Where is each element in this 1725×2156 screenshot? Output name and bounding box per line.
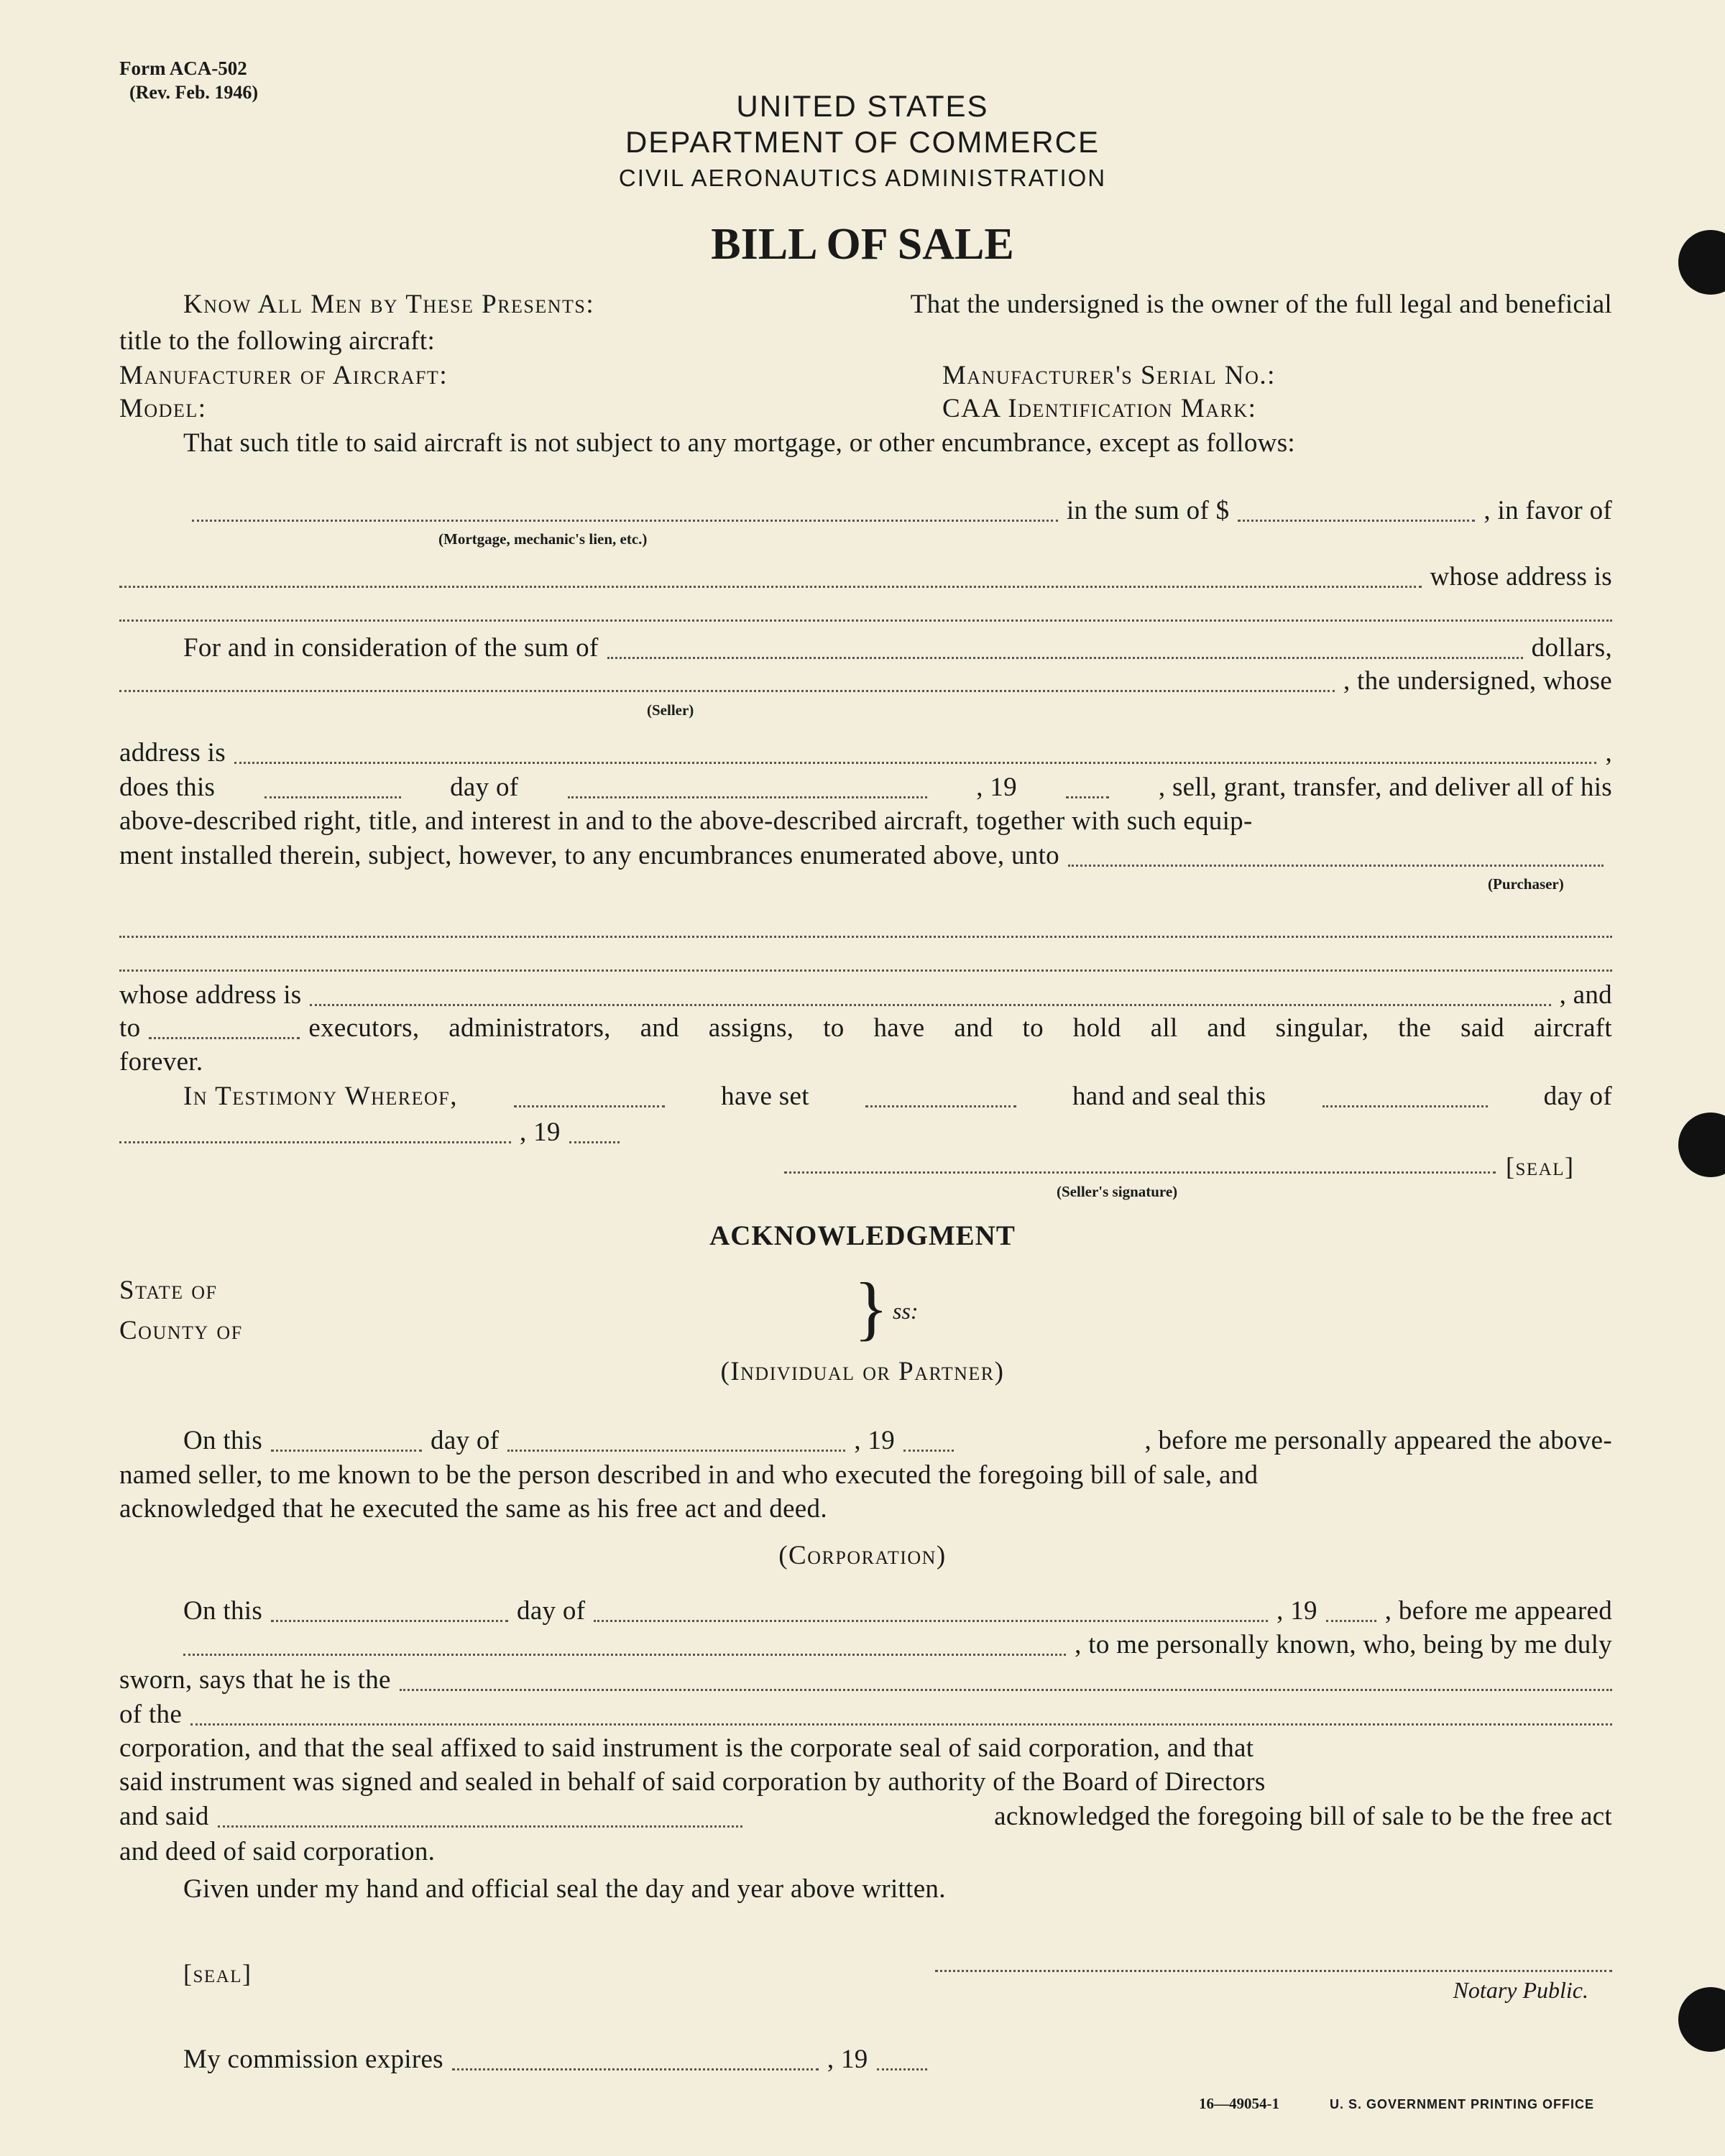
intro-lead: Know All Men by These Presents: [183,290,595,319]
dollars-label: dollars, [1531,633,1612,663]
model-label: Model: [119,394,207,423]
indiv-year-field[interactable] [903,1428,954,1452]
to-label: to [119,1013,141,1043]
encumbrance-text: That such title to said aircraft is not subject to any mortgage, or other encumbrance, except as follows: [183,428,1295,458]
body-text: Given under my hand and official seal the day and year above written. [183,1874,946,1904]
seller-caption: (Seller) [647,701,694,719]
sale-month-field[interactable] [568,775,927,798]
county-label: County of [119,1316,243,1345]
sell-grant-text: , sell, grant, transfer, and deliver all of his [1158,773,1612,802]
year-prefix: , 19 [854,1426,896,1455]
body-text: acknowledged that he executed the same as his free act and deed. [119,1494,827,1524]
corp-month-field[interactable] [594,1598,1268,1622]
seller-address-field[interactable] [234,740,1597,764]
favor-label: , in favor of [1484,496,1612,525]
state-label: State of [119,1276,218,1305]
brace-icon: } [854,1268,888,1348]
consideration-amount-field[interactable] [607,635,1523,659]
body-text: above-described right, title, and interest in and to the above-described aircraft, together with such equip- [119,806,1253,836]
caa-mark-label: CAA Identification Mark: [942,394,1257,423]
address-label: whose address is [1430,562,1612,591]
purchaser-caption: (Purchaser) [1488,875,1564,893]
corporation-name-field[interactable] [190,1702,1612,1726]
sum-label: in the sum of $ [1066,496,1230,525]
and-label: , and [1559,980,1612,1010]
on-this-label: On this [183,1596,263,1626]
print-code: 16—49054-1 [1199,2095,1279,2112]
purchaser-field-2[interactable] [119,936,1612,938]
signature-caption: (Seller's signature) [1057,1183,1178,1200]
undersigned-label: , the undersigned, whose [1343,666,1612,696]
seller-field[interactable] [119,668,1335,692]
individual-heading: (Individual or Partner) [720,1357,1005,1386]
testimony-pronoun-field[interactable] [865,1084,1016,1107]
year-prefix: , 19 [827,2045,868,2074]
lienholder-field[interactable] [119,564,1422,588]
day-of-label: day of [450,773,519,802]
purchaser-address-field[interactable] [310,982,1550,1006]
form-number: Form ACA-502 [119,57,247,79]
body-text: named seller, to me known to be the person described in and who executed the foregoing bill of sale, and [119,1460,1259,1490]
day-of-label: day of [1543,1082,1612,1111]
day-of-label: day of [517,1596,586,1626]
body-text: of the [119,1700,183,1729]
purchaser-field-3[interactable] [119,969,1612,972]
form-revision: (Rev. Feb. 1946) [129,82,259,103]
manufacturer-label: Manufacturer of Aircraft: [119,361,448,390]
encumbrance-caption: (Mortgage, mechanic's lien, etc.) [438,530,648,548]
year-prefix: , 19 [520,1118,561,1147]
printer-label: U. S. GOVERNMENT PRINTING OFFICE [1330,2097,1595,2111]
sale-year-field[interactable] [1066,775,1109,798]
indiv-month-field[interactable] [507,1428,845,1452]
commission-label: My commission expires [183,2045,443,2074]
header-line-1: UNITED STATES [736,89,989,123]
body-text: , to me personally known, who, being by me duly [1075,1630,1612,1659]
comma: , [1605,738,1612,768]
address-label: whose address is [119,980,302,1010]
ss-label: ss: [893,1298,919,1324]
notary-caption: Notary Public. [1453,1977,1588,2003]
acknowledgment-heading: ACKNOWLEDGMENT [709,1220,1016,1251]
heirs-field[interactable] [149,1015,300,1039]
corp-day-field[interactable] [271,1598,508,1622]
seller-signature-field[interactable] [784,1171,1496,1174]
notary-signature-field[interactable] [935,1970,1612,1972]
sale-day-field[interactable] [264,775,401,798]
and-said-label: and said [119,1802,209,1831]
have-set-label: have set [721,1082,809,1111]
intro-text-2: title to the following aircraft: [119,326,436,356]
corp-signer-field[interactable] [218,1804,742,1828]
intro-text: That the undersigned is the owner of the full legal and beneficial [910,290,1612,319]
serial-label: Manufacturer's Serial No.: [942,361,1276,390]
body-text: and deed of said corporation. [119,1837,436,1866]
on-this-label: On this [183,1426,263,1455]
body-text: forever. [119,1047,203,1077]
testimony-month-field[interactable] [119,1120,511,1143]
header-line-3: CIVIL AERONAUTICS ADMINISTRATION [618,165,1107,191]
notary-seal-label: [seal] [183,1959,252,1988]
commission-date-field[interactable] [452,2047,819,2070]
body-text: said instrument was signed and sealed in behalf of said corporation by authority of the Board of Directors [119,1767,1266,1797]
body-text: , before me personally appeared the above- [1144,1426,1612,1455]
purchaser-field[interactable] [1068,843,1604,867]
consideration-label: For and in consideration of the sum of [183,633,599,663]
commission-year-field[interactable] [877,2047,927,2070]
encumbrance-type-field[interactable] [192,498,1058,522]
corp-year-field[interactable] [1326,1598,1376,1622]
testimony-year-field[interactable] [569,1120,620,1143]
encumbrance-sum-field[interactable] [1238,498,1475,522]
hand-seal-label: hand and seal this [1072,1082,1266,1111]
seal-label: [seal] [1506,1152,1575,1181]
day-of-label: day of [431,1426,500,1455]
testimony-label: In Testimony Whereof, [183,1082,458,1111]
corp-officer-field[interactable] [183,1632,1066,1656]
corporation-heading: (Corporation) [778,1541,947,1570]
page-title: BILL OF SALE [711,220,1014,269]
testimony-day-field[interactable] [1322,1084,1488,1107]
body-text: acknowledged the foregoing bill of sale to be the free act [994,1802,1612,1831]
indiv-day-field[interactable] [271,1428,422,1452]
punch-hole-icon [1678,1987,1725,2052]
intro-line [183,288,1612,321]
body-text: corporation, and that the seal affixed to said instrument is the corporate seal of said corporation, and that [119,1733,1254,1763]
lienholder-address-field[interactable] [119,619,1612,622]
year-prefix: , 19 [976,773,1017,802]
body-text: executors, administrators, and assigns, to have and to hold all and singular, the said aircraft [308,1013,1612,1043]
year-prefix: , 19 [1276,1596,1317,1626]
body-text: , before me appeared [1384,1596,1612,1626]
body-text: sworn, says that he is the [119,1665,391,1695]
header-line-2: DEPARTMENT OF COMMERCE [625,125,1100,159]
address-label: address is [119,738,226,768]
testimony-party-field[interactable] [514,1084,665,1107]
does-this-label: does this [119,773,216,802]
body-text: ment installed therein, subject, however, to any encumbrances enumerated above, unto [119,841,1059,870]
officer-title-field[interactable] [400,1667,1612,1691]
punch-hole-icon [1678,1112,1725,1177]
